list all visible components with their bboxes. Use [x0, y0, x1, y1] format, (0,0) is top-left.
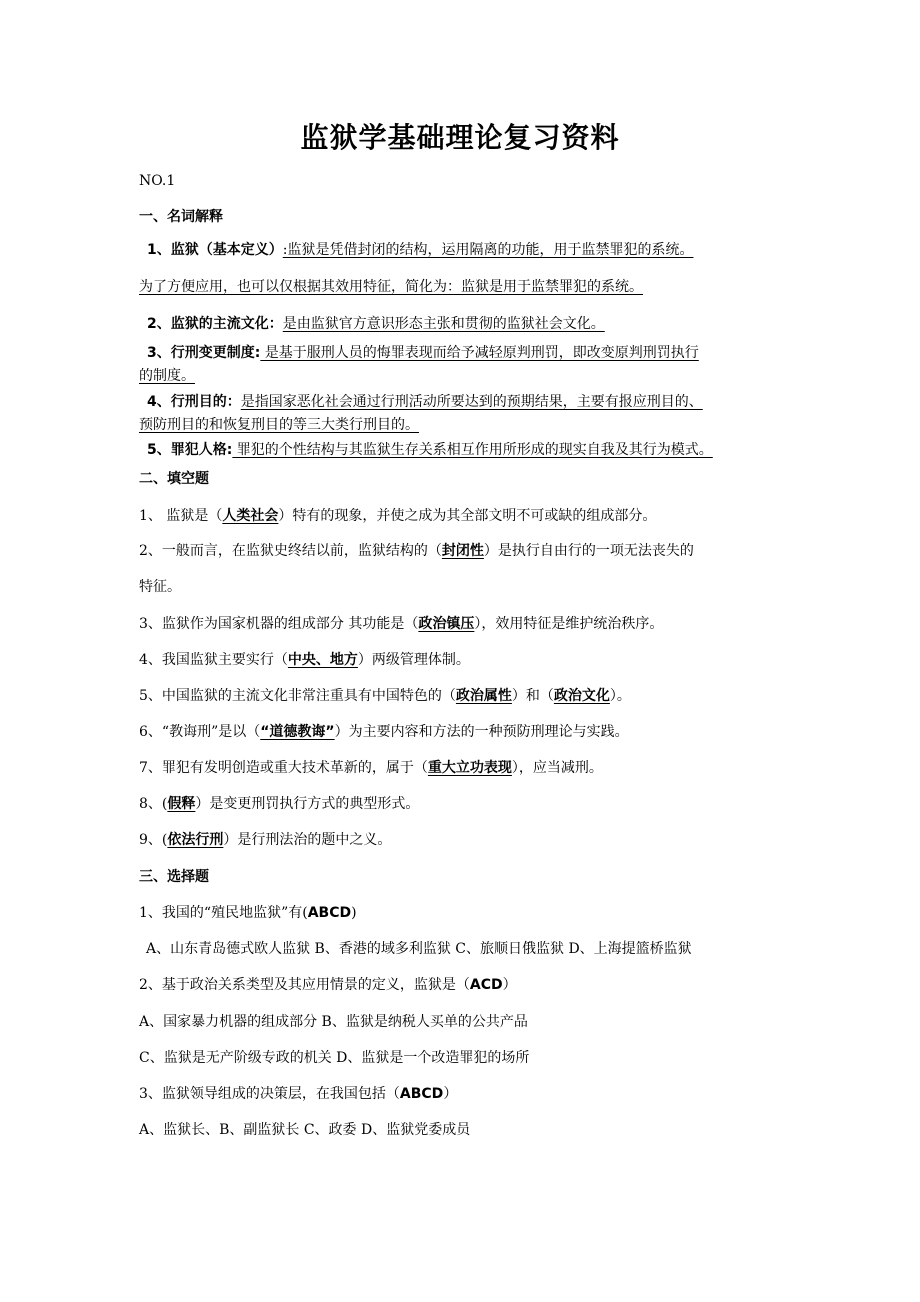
fill-item-7: 7、罪犯有发明创造或重大技术革新的，属于（重大立功表现），应当减刑。	[139, 760, 603, 776]
choice-answer: ACD	[469, 977, 503, 993]
definition-2	[147, 315, 807, 333]
definition-term: 3、行刑变更制度:	[147, 345, 261, 361]
choice-options: C、监狱是无产阶级专政的机关 D、监狱是一个改造罪犯的场所	[139, 1050, 530, 1066]
definition-3	[147, 344, 807, 362]
definition-text: 是基于服刑人员的悔罪表现而给予减轻原判刑罚，即改变原判刑罚执行	[260, 345, 699, 361]
definition-3-continuation: 的制度。	[139, 368, 195, 384]
fill-answer: 中央、地方	[287, 652, 358, 668]
choice-answer: ABCD	[307, 905, 352, 921]
document-title: 监狱学基础理论复习资料	[300, 121, 620, 154]
section-heading-fill-blanks: 二、填空题	[139, 471, 209, 487]
definition-term: 2、监狱的主流文化：	[147, 316, 283, 332]
fill-answer: 依法行刑	[167, 832, 224, 848]
choice-answer: ABCD	[399, 1086, 444, 1102]
fill-item-6: 6、“教诲刑”是以（“道德教诲”）为主要内容和方法的一种预防刑理论与实践。	[139, 724, 629, 740]
fill-item-2-continuation: 特征。	[139, 579, 181, 595]
fill-answer: 政治属性	[455, 688, 512, 704]
fill-answer: 重大立功表现	[427, 760, 512, 776]
fill-item-2: 2、一般而言，在监狱史终结以前，监狱结构的（封闭性）是执行自由行的一项无法丧失的	[139, 543, 694, 559]
fill-answer: 人类社会	[222, 508, 279, 524]
fill-answer: 封闭性	[441, 543, 484, 559]
fill-item-8: 8、(假释）是变更刑罚执行方式的典型形式。	[139, 796, 420, 812]
definition-1-continuation: 为了方便应用，也可以仅根据其效用特征，简化为：监狱是用于监禁罪犯的系统。	[139, 279, 643, 295]
choice-question-3: 3、监狱领导组成的决策层，在我国包括（ABCD）	[139, 1086, 458, 1102]
choice-question-1: 1、我国的“殖民地监狱”有(ABCD)	[139, 905, 357, 921]
fill-answer: 政治文化	[553, 688, 610, 704]
definition-4-continuation: 预防刑目的和恢复刑目的等三大类行刑目的。	[139, 417, 419, 433]
fill-answer: 政治镇压	[418, 616, 475, 632]
choice-question-2: 2、基于政治关系类型及其应用情景的定义，监狱是（ACD）	[139, 977, 517, 993]
definition-text: 是由监狱官方意识形态主张和贯彻的监狱社会文化。	[282, 316, 605, 332]
definition-text: 罪犯的个性结构与其监狱生存关系相互作用所形成的现实自我及其行为模式。	[232, 442, 713, 458]
definition-text: :监狱是凭借封闭的结构，运用隔离的功能，用于监禁罪犯的系统。	[282, 242, 694, 258]
definition-text: 是指国家恶化社会通过行刑活动所要达到的预期结果，主要有报应刑目的、	[240, 394, 703, 410]
fill-item-4: 4、我国监狱主要实行（中央、地方）两级管理体制。	[139, 652, 470, 668]
document-number: NO.1	[139, 173, 176, 189]
definition-term: 5、罪犯人格:	[147, 442, 233, 458]
fill-item-3: 3、监狱作为国家机器的组成部分 其功能是（政治镇压），效用特征是维护统治秩序。	[139, 616, 664, 632]
fill-answer: 假释	[167, 796, 196, 812]
fill-item-1: 1、 监狱是（人类社会）特有的现象，并使之成为其全部文明不可或缺的组成部分。	[139, 508, 657, 524]
fill-item-5: 5、中国监狱的主流文化非常注重具有中国特色的（政治属性）和（政治文化）。	[139, 688, 631, 704]
definition-term: 1、监狱（基本定义）	[147, 242, 283, 258]
definition-5	[147, 441, 807, 459]
definition-term: 4、行刑目的：	[147, 394, 241, 410]
definition-1	[147, 241, 807, 259]
section-heading-multiple-choice: 三、选择题	[139, 869, 209, 885]
choice-options: A、山东青岛德式欧人监狱 B、香港的域多利监狱 C、旅顺日俄监狱 D、上海提篮桥监狱	[146, 941, 692, 957]
choice-options: A、监狱长、B、副监狱长 C、政委 D、监狱党委成员	[139, 1122, 471, 1138]
fill-item-9: 9、(依法行刑）是行刑法治的题中之义。	[139, 832, 392, 848]
fill-answer: “道德教诲”	[260, 724, 335, 740]
choice-options: A、国家暴力机器的组成部分 B、监狱是纳税人买单的公共产品	[139, 1014, 528, 1030]
definition-4	[147, 393, 807, 411]
section-heading-definitions: 一、名词解释	[139, 209, 223, 225]
